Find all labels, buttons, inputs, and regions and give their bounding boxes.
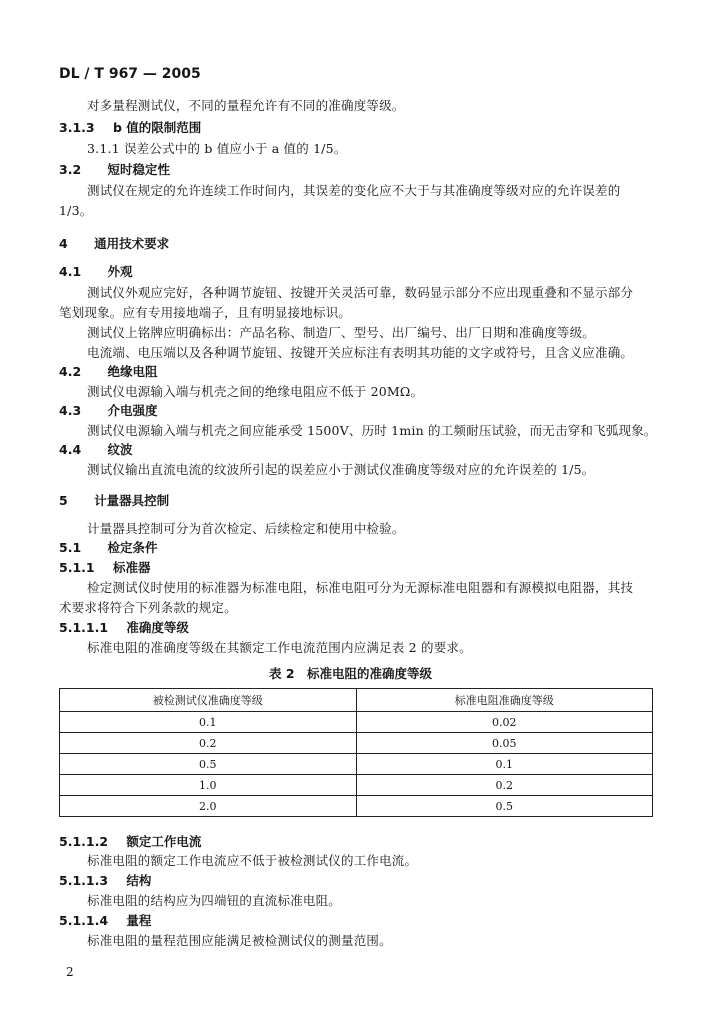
table-row [60, 733, 653, 754]
section-heading-3-1-3 [59, 118, 201, 136]
paragraph-line: 术要求将符合下列条款的规定。 [59, 600, 237, 615]
section-heading-5-1 [59, 538, 158, 556]
section-title: 短时稳定性 [107, 162, 171, 177]
section-title: 量程 [126, 913, 152, 928]
section-title: 介电强度 [107, 403, 158, 418]
section-number: 5.1 [59, 540, 82, 555]
paragraph-line: 电流端、电压端以及各种调节旋钮、按键开关应标注有表明其功能的文字或符号，且含义应准确。 [87, 345, 634, 360]
accuracy-class-table [59, 688, 653, 817]
paragraph-line: 测试仪外观应完好，各种调节旋钮、按键开关灵活可靠，数码显示部分不应出现重叠和不显示部分 [87, 285, 634, 300]
table-cell: 0.2 [60, 733, 357, 754]
section-heading-5-1-1-4 [59, 911, 151, 929]
table-caption: 表 2 标准电阻的准确度等级 [268, 666, 433, 681]
section-title: 标准器 [112, 560, 151, 575]
section-heading-5-1-1-1 [59, 618, 189, 636]
section-number: 4.2 [59, 364, 82, 379]
document-header: DL / T 967 — 2005 [59, 66, 201, 82]
section-heading-5-1-1 [59, 558, 150, 576]
section-title: 计量器具控制 [94, 493, 170, 508]
section-heading-5 [59, 491, 169, 509]
section-heading-5-1-1-3 [59, 871, 151, 889]
paragraph-line: 1/3。 [59, 203, 93, 218]
section-number: 5.1.1.3 [59, 873, 109, 888]
section-title: 结构 [126, 873, 152, 888]
table-header-row [60, 689, 653, 712]
table-cell: 2.0 [60, 796, 357, 817]
section-number: 5 [59, 493, 68, 508]
section-number: 4.1 [59, 264, 82, 279]
section-heading-4-1 [59, 262, 133, 280]
section-number: 3.1.3 [59, 120, 95, 135]
section-number: 3.2 [59, 162, 82, 177]
paragraph-line: 标准电阻的结构应为四端钮的直流标准电阻。 [87, 893, 342, 908]
paragraph-line: 测试仪电源输入端与机壳之间应能承受 1500V、历时 1min 的工频耐压试验，而无击穿和飞弧现象。 [87, 423, 657, 438]
paragraph-line: 计量器具控制可分为首次检定、后续检定和使用中检验。 [87, 521, 405, 536]
section-title: b 值的限制范围 [112, 120, 202, 135]
table-row [60, 775, 653, 796]
section-heading-4 [59, 234, 169, 252]
table-cell: 0.5 [356, 796, 653, 817]
table-cell: 0.05 [356, 733, 653, 754]
paragraph-line: 测试仪在规定的允许连续工作时间内，其误差的变化应不大于与其准确度等级对应的允许误差的 [87, 183, 621, 198]
section-number: 5.1.1 [59, 560, 95, 575]
table-row [60, 712, 653, 733]
section-heading-4-3 [59, 401, 158, 419]
section-heading-5-1-1-2 [59, 832, 201, 850]
table-header-cell: 被检测试仪准确度等级 [60, 689, 357, 712]
section-number: 5.1.1.2 [59, 834, 109, 849]
section-heading-4-4 [59, 440, 133, 458]
section-title: 准确度等级 [126, 620, 189, 635]
table-header-cell: 标准电阻准确度等级 [356, 689, 653, 712]
paragraph-line: 测试仪上铭牌应明确标出：产品名称、制造厂、型号、出厂编号、出厂日期和准确度等级。 [87, 325, 596, 340]
paragraph-line: 笔划现象。应有专用接地端子，且有明显接地标识。 [59, 305, 352, 320]
paragraph-line: 标准电阻的准确度等级在其额定工作电流范围内应满足表 2 的要求。 [87, 640, 472, 655]
table-cell: 0.5 [60, 754, 357, 775]
section-title: 检定条件 [107, 540, 158, 555]
section-heading-4-2 [59, 362, 158, 380]
section-title: 外观 [107, 264, 133, 279]
section-title: 绝缘电阻 [107, 364, 158, 379]
table-cell: 0.1 [356, 754, 653, 775]
page-number: 2 [66, 965, 74, 979]
section-heading-3-2 [59, 160, 170, 178]
paragraph-line: 标准电阻的量程范围应能满足被检测试仪的测量范围。 [87, 933, 392, 948]
section-title: 通用技术要求 [94, 236, 170, 251]
table-cell: 0.1 [60, 712, 357, 733]
paragraph-line: 3.1.1 误差公式中的 b 值应小于 a 值的 1/5。 [87, 141, 347, 156]
table-cell: 0.02 [356, 712, 653, 733]
table-cell: 1.0 [60, 775, 357, 796]
section-number: 5.1.1.4 [59, 913, 109, 928]
section-number: 4.4 [59, 442, 82, 457]
paragraph-line: 测试仪电源输入端与机壳之间的绝缘电阻应不低于 20MΩ。 [87, 384, 424, 399]
paragraph-line: 检定测试仪时使用的标准器为标准电阻，标准电阻可分为无源标准电阻器和有源模拟电阻器，其技 [87, 580, 634, 595]
section-number: 5.1.1.1 [59, 620, 109, 635]
section-number: 4 [59, 236, 68, 251]
section-number: 4.3 [59, 403, 82, 418]
table-row [60, 796, 653, 817]
paragraph-line: 测试仪输出直流电流的纹波所引起的误差应小于测试仪准确度等级对应的允许误差的 1/5。 [87, 462, 595, 477]
paragraph-line: 标准电阻的额定工作电流应不低于被检测试仪的工作电流。 [87, 853, 418, 868]
section-title: 纹波 [107, 442, 133, 457]
paragraph-line: 对多量程测试仪，不同的量程允许有不同的准确度等级。 [87, 98, 405, 113]
table-row [60, 754, 653, 775]
table-cell: 0.2 [356, 775, 653, 796]
section-title: 额定工作电流 [126, 834, 202, 849]
